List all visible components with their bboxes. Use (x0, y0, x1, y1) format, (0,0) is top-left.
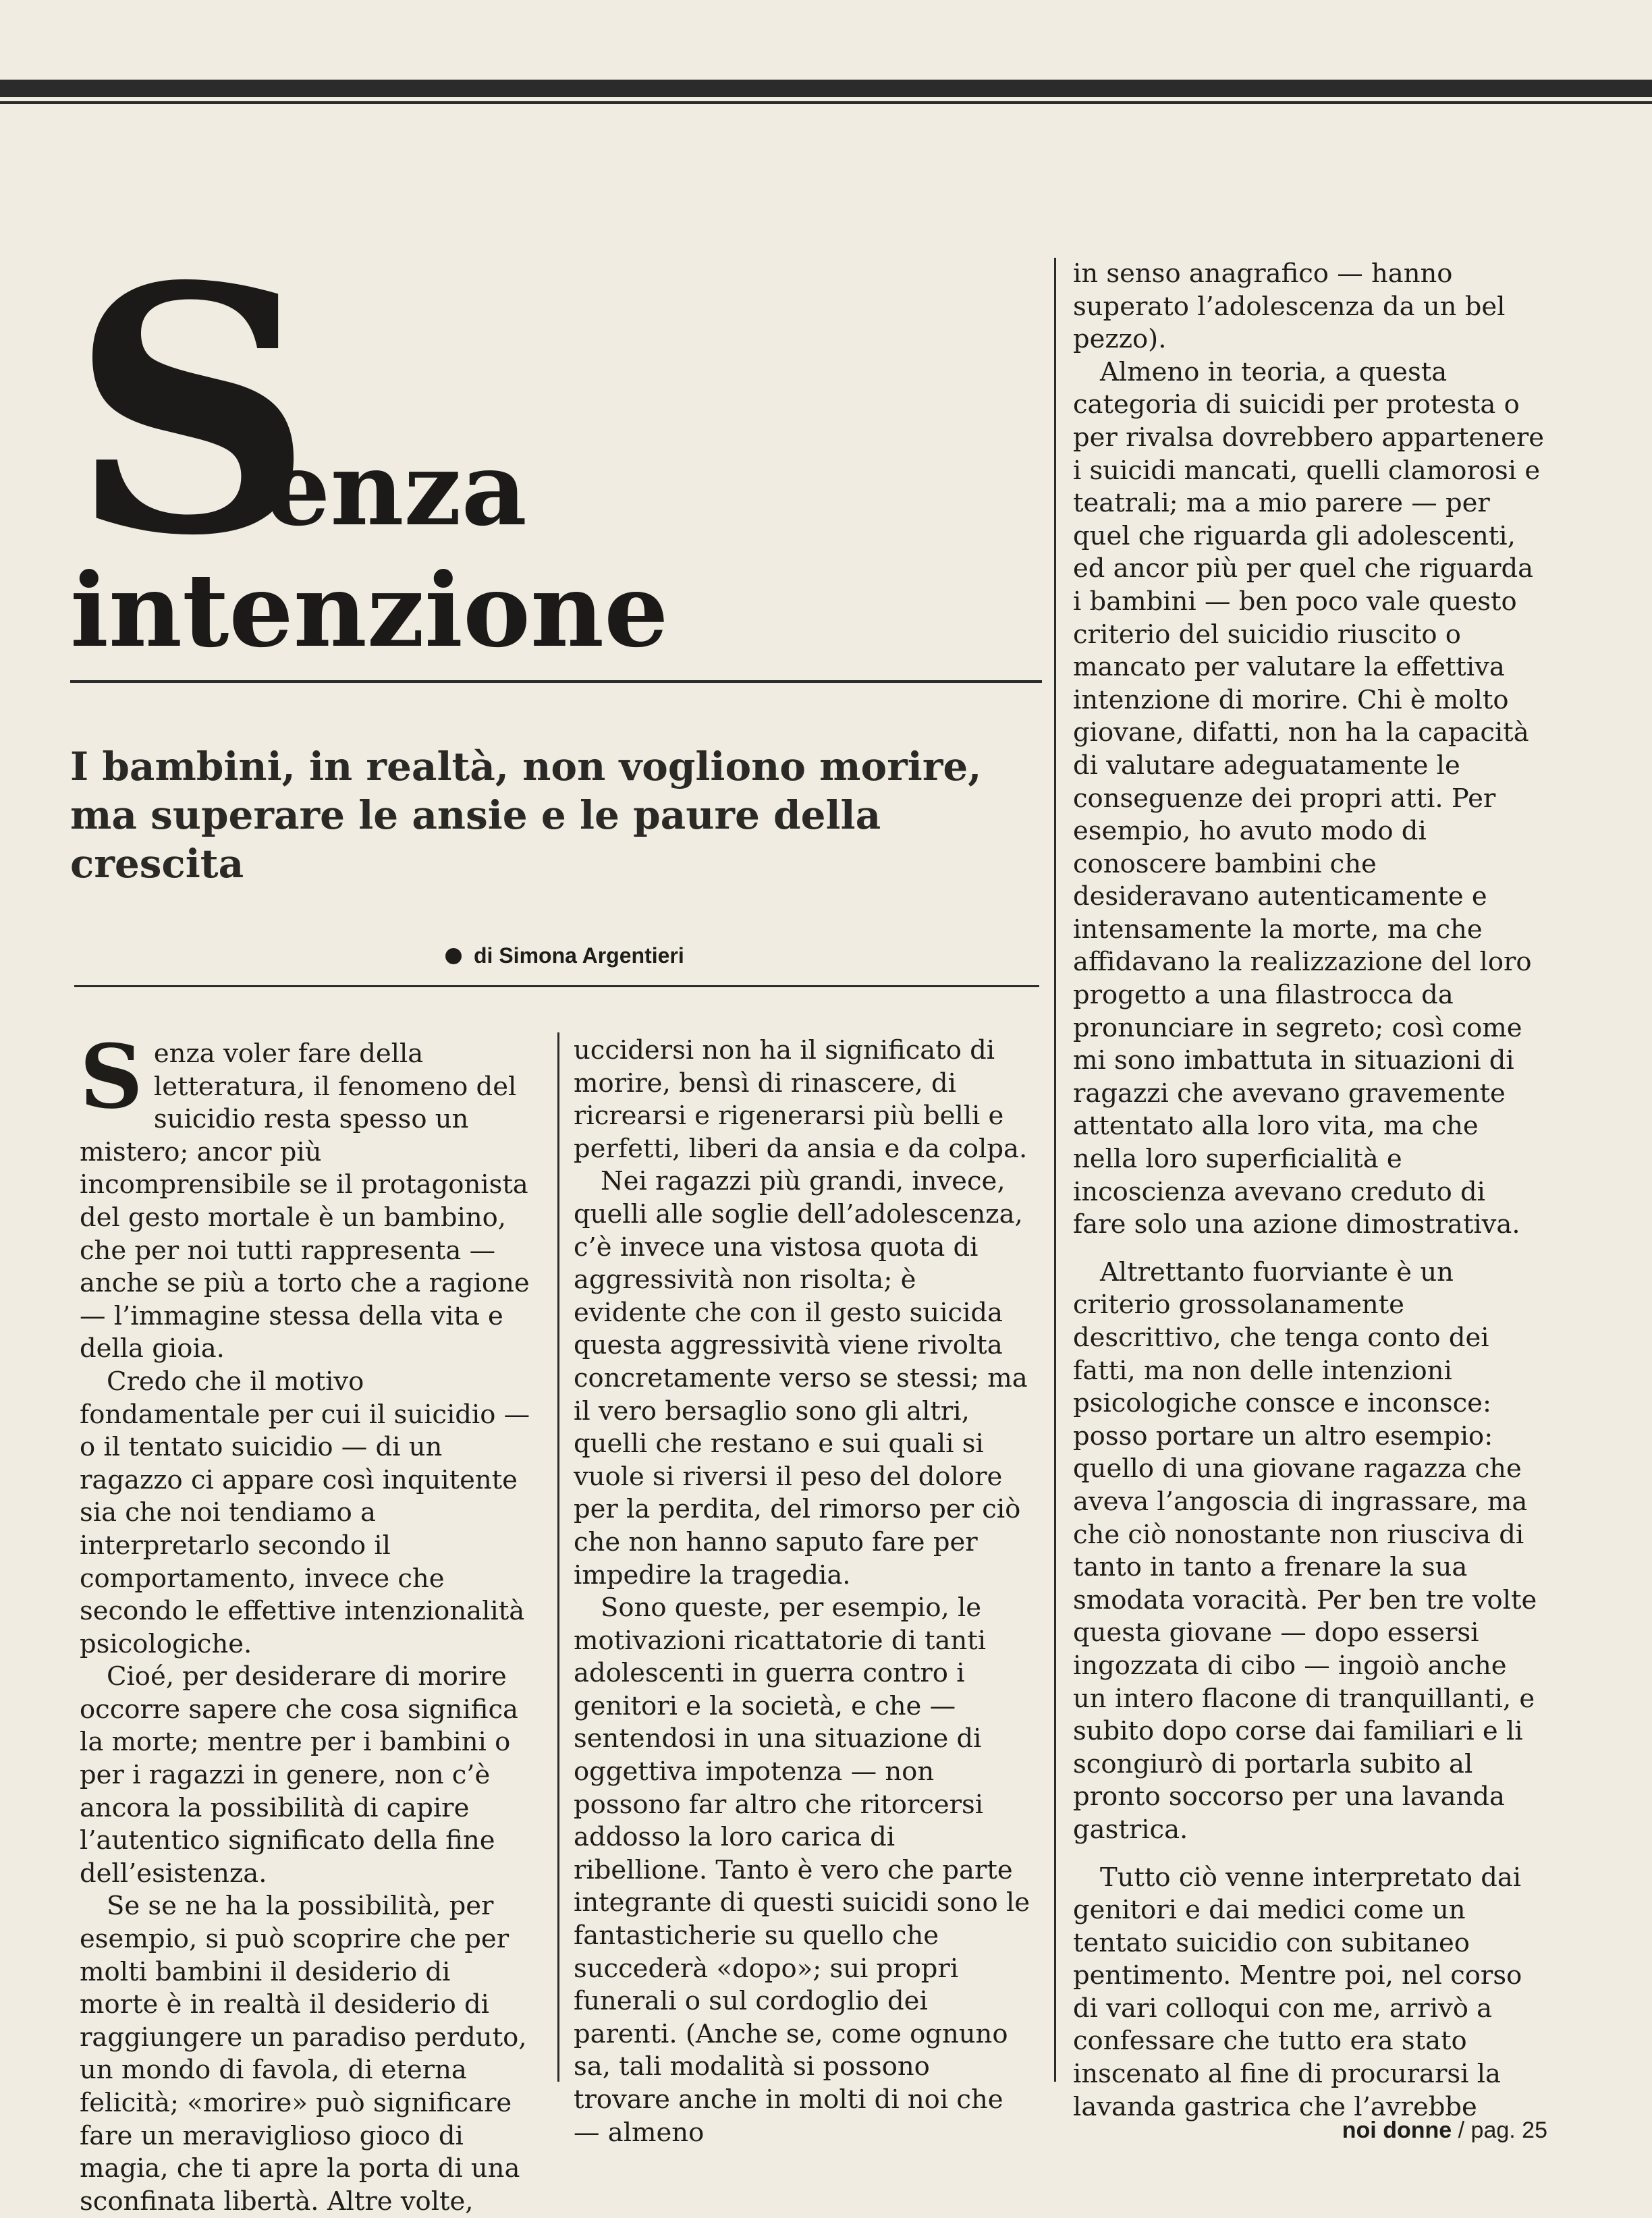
column-3 (1073, 258, 1545, 2124)
byline (445, 943, 1039, 968)
top-rule (0, 80, 1652, 97)
paragraph: Altrettanto fuorviante è un criterio grossolanamente descrittivo, che tenga conto dei fatti, ma non delle intenzioni psicologiche consce e inconsce: posso portare un altro esempio: quello di una giovane ragazza che aveva l’angoscia di ingrassare, ma che ciò nonostante non riusciva di tanto in tanto a frenare la sua smodata voracità. Per ben tre volte questa giovane — dopo essersi ingozzata di cibo — ingoiò anche un intero flacone di tranquillanti, e subito dopo corse dai familiari e li scongiurò di portarla subito al pronto soccorso per una lavanda gastrica. (1073, 1256, 1537, 1845)
title-line1: enza (266, 430, 527, 549)
paragraph: uccidersi non ha il significato di morire, bensì di rinascere, di ricrearsi e rigenerarsi più belli e perfetti, liberi da ansia e da colpa. (574, 1035, 1028, 1164)
paragraph: Tutto ciò venne interpretato dai genitori e dai medici come un tentato suicidio con subitaneo pentimento. Mentre poi, nel corso di vari colloqui con me, arrivò a confessare che tutto era stato inscenato al fine di procurarsi la lavanda gastrica che l’avrebbe (1073, 1862, 1522, 2122)
bullet-icon (445, 948, 462, 964)
column-2 (574, 1034, 1032, 2149)
paragraph: Credo che il motivo fondamentale per cui il suicidio — o il tentato suicidio — di un ragazzo ci appare così inquitente sia che noi tendiamo a interpretarlo secondo il comportamento, invece che secondo le effettive intenzionalità psicologiche. (80, 1366, 530, 1659)
drop-cap: S (80, 1025, 143, 1128)
page-footer (1342, 2117, 1547, 2144)
byline-rule (74, 985, 1039, 987)
paragraph: Sono queste, per esempio, le motivazioni ricattatorie di tanti adolescenti in guerra contro i genitori e la società, e che — sentendosi in una situazione di oggettiva impotenza — non possono far altro che ritorcersi addosso la loro carica di ribellione. Tanto è vero che parte integrante di questi suicidi sono le fantasticherie su quello che succederà «dopo»; sui propri funerali o sul cordoglio dei parenti. (Anche se, come ognuno sa, tali modalità si possono trovare anche in molti di noi che — almeno (574, 1592, 1030, 2148)
title-rule (70, 680, 1042, 683)
paragraph: Almeno in teoria, a questa categoria di suicidi per protesta o per rivalsa dovrebbero appartenere i suicidi mancati, quelli clamorosi e teatrali; ma a mio parere — per quel che riguarda gli adolescenti, ed ancor più per quel che riguarda i bambini — ben poco vale questo criterio del suicidio riuscito o mancato per valutare la effettiva intenzione di morire. Chi è molto giovane, difatti, non ha la capacità di valutare adeguatamente le conseguenze dei propri atti. Per esempio, ho avuto modo di conoscere bambini che desideravano autenticamente e intensamente la morte, ma che affidavano la realizzazione del loro progetto a una filastrocca da pronunciare in segreto; così come mi sono imbattuta in situazioni di ragazzi che avevano gravemente attentato alla loro vita, ma che nella loro superficialità e incoscienza avevano creduto di fare solo una azione dimostrativa. (1073, 356, 1545, 1240)
title-drop-letter: S (70, 213, 314, 609)
article-subtitle: I bambini, in realtà, non vogliono morire, ma superare le ansie e le paure della crescita (70, 744, 982, 887)
paragraph: Cioé, per desiderare di morire occorre sapere che cosa significa la morte; mentre per i bambini o per i ragazzi in genere, non c’è ancora la possibilità di capire l’autentico significato della fine dell’esistenza. (80, 1661, 518, 1889)
paragraph: in senso anagrafico — hanno superato l’adolescenza da un bel pezzo). (1073, 258, 1506, 355)
paragraph: Se se ne ha la possibilità, per esempio, si può scoprire che per molti bambini il desiderio di morte è in realtà il desiderio di raggiungere un paradiso perduto, un mondo di favola, di eterna felicità; «morire» può significare fare un meraviglioso gioco di magia, che ti apre la porta di una sconfinata libertà. Altre volte, (80, 1891, 527, 2217)
column-divider (1054, 258, 1056, 2082)
top-rule-thin (0, 101, 1652, 104)
title-line2: intenzione (70, 551, 669, 670)
article-title (70, 213, 1042, 688)
paragraph: Senza voler fare della letteratura, il fenomeno del suicidio resta spesso un mistero; ancor più incomprensibile se il protagonista del gesto mortale è un bambino, che per noi tutti rappresenta — anche se più a torto che a ragione — l’immagine stessa della vita e della gioia. (80, 1025, 530, 1364)
page-number: pag. 25 (1470, 2117, 1547, 2143)
column-divider (557, 1032, 559, 2082)
byline-text: di Simona Argentieri (474, 943, 684, 968)
column-1 (80, 1025, 535, 2218)
footer-separator: / (1458, 2117, 1465, 2143)
magazine-name: noi donne (1342, 2117, 1452, 2143)
paragraph: Nei ragazzi più grandi, invece, quelli alle soglie dell’adolescenza, c’è invece una vistosa quota di aggressività non risolta; è evidente che con il gesto suicida questa aggressività viene rivolta concretamente verso se stessi; ma il vero bersaglio sono gli altri, quelli che restano e sui quali si vuole si riversi il peso del dolore per la perdita, del rimorso per ciò che non hanno saputo fare per impedire la tragedia. (574, 1166, 1028, 1590)
